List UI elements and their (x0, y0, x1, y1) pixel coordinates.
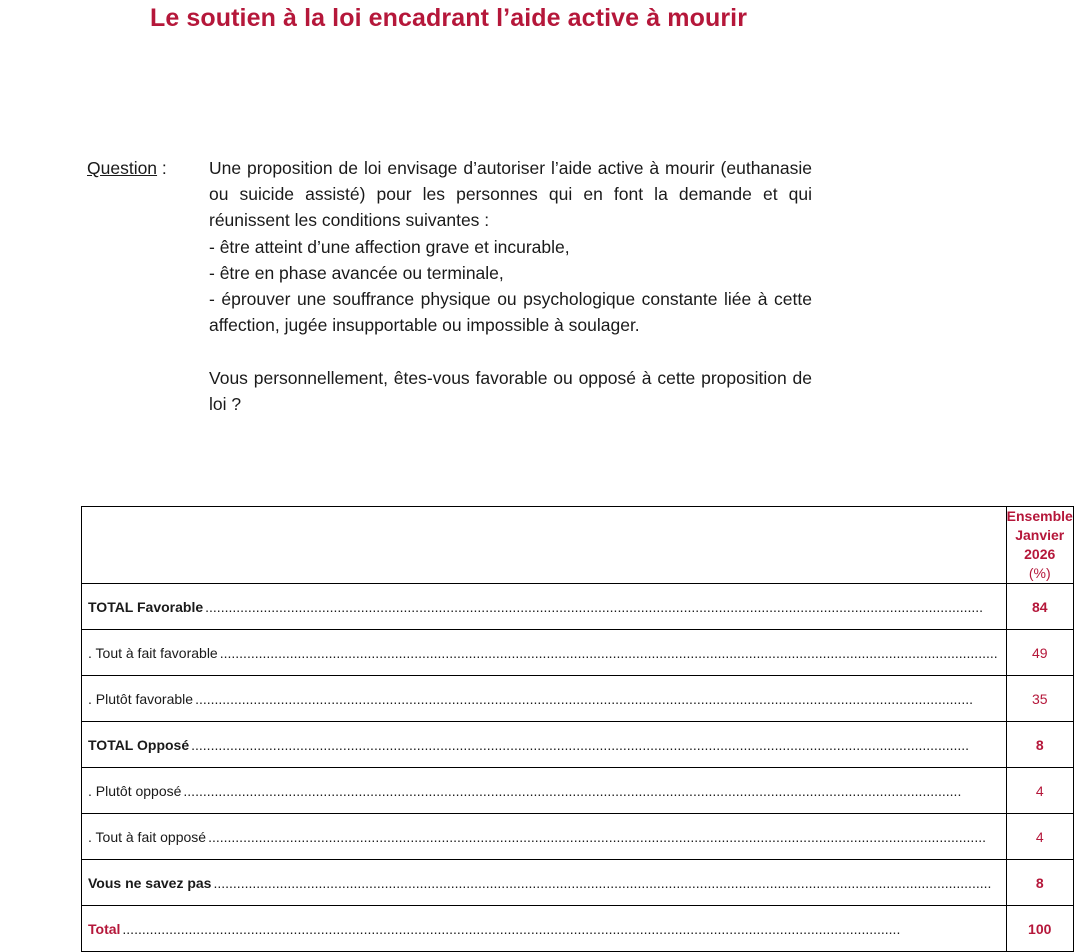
row-label: . Tout à fait favorable (88, 644, 218, 661)
table-row (82, 630, 1074, 676)
row-label-cell (82, 768, 1007, 814)
condition-3: - éprouver une souffrance physique ou psychologique constante liée à cette affection, jugée insupportable ou impossible à soulager. (209, 289, 812, 336)
row-label-cell (82, 906, 1007, 952)
row-value: 4 (1006, 814, 1073, 860)
table-row (82, 860, 1074, 906)
row-label: . Plutôt opposé (88, 782, 182, 799)
question-intro: Une proposition de loi envisage d’autoriser l’aide active à mourir (euthanasie ou suicide assisté) pour les personnes qui en font la demande et qui réunissent les conditions suivantes : (209, 158, 812, 231)
row-label-cell (82, 676, 1007, 722)
table-row (82, 676, 1074, 722)
row-label-cell (82, 722, 1007, 768)
row-label: . Tout à fait opposé (88, 828, 207, 845)
header-date: Janvier 2026 (1015, 527, 1065, 562)
row-value: 84 (1006, 584, 1073, 630)
table-row (82, 584, 1074, 630)
row-label: TOTAL Favorable (88, 598, 204, 615)
row-label: TOTAL Opposé (88, 736, 190, 753)
row-value: 49 (1006, 630, 1073, 676)
row-label-cell (82, 814, 1007, 860)
question-label-block (87, 155, 167, 181)
page-title: Le soutien à la loi encadrant l’aide active à mourir (149, 4, 748, 32)
row-label: Total (88, 920, 121, 937)
header-cell (1006, 507, 1073, 584)
table-row (82, 722, 1074, 768)
row-value: 4 (1006, 768, 1073, 814)
row-label-cell (82, 630, 1007, 676)
row-label: . Plutôt favorable (88, 690, 194, 707)
table-row (82, 906, 1074, 952)
row-label: Vous ne savez pas (88, 874, 212, 891)
table-header-row (82, 507, 1074, 584)
row-value: 8 (1006, 722, 1073, 768)
question-text (209, 155, 812, 417)
header-ensemble: Ensemble (1006, 508, 1073, 524)
header-unit: (%) (1028, 565, 1051, 581)
question-ask: Vous personnellement, êtes-vous favorable ou opposé à cette proposition de loi ? (209, 367, 812, 414)
table-row (82, 768, 1074, 814)
question-colon: : (161, 158, 167, 178)
row-value: 8 (1006, 860, 1073, 906)
table-row (82, 814, 1074, 860)
question-label: Question (87, 158, 158, 178)
condition-1: - être atteint d’une affection grave et incurable, (209, 236, 570, 257)
header-empty-cell (82, 507, 1007, 584)
row-value: 35 (1006, 676, 1073, 722)
results-table (81, 506, 1074, 952)
condition-2: - être en phase avancée ou terminale, (209, 262, 504, 283)
row-label-cell (82, 860, 1007, 906)
row-value: 100 (1006, 906, 1073, 952)
row-label-cell (82, 584, 1007, 630)
